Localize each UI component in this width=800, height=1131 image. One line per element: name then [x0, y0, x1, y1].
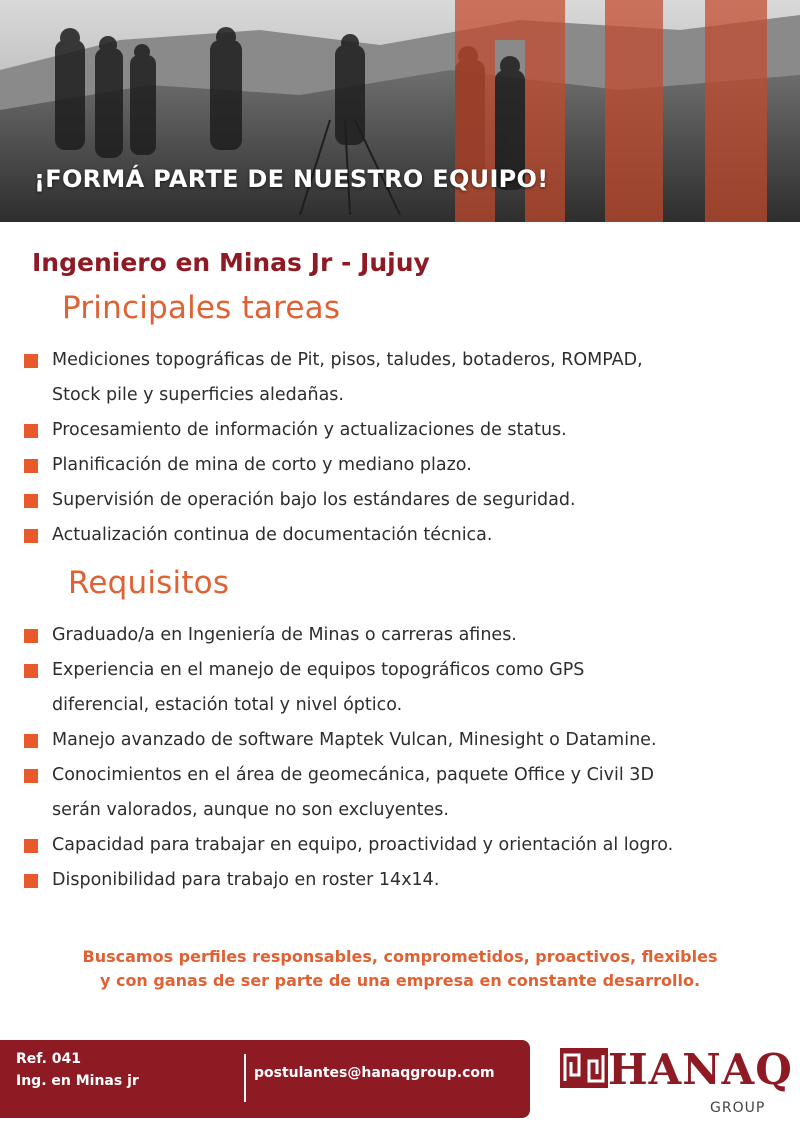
- requirements-item-text: Conocimientos en el área de geomecánica, paquete Office y Civil 3D: [52, 765, 654, 785]
- position-short: Ing. en Minas jr: [16, 1073, 139, 1089]
- reference-block: [16, 1048, 139, 1092]
- tasks-item: [24, 343, 784, 413]
- tasks-item-text: Actualización continua de documentación técnica.: [52, 525, 493, 545]
- requirements-item-text: serán valorados, aunque no son excluyentes.: [52, 800, 449, 820]
- requirements-item: [24, 618, 784, 653]
- tasks-list: [24, 343, 784, 553]
- tasks-item-text: Planificación de mina de corto y mediano plazo.: [52, 455, 472, 475]
- job-title: Ingeniero en Minas Jr - Jujuy: [32, 248, 430, 277]
- hanaq-logo-icon: [560, 1048, 608, 1088]
- contact-email-link[interactable]: postulantes@hanaqgroup.com: [254, 1065, 495, 1081]
- requirements-item-text: Disponibilidad para trabajo en roster 14x14.: [52, 870, 440, 890]
- square-bullet-icon: [24, 529, 38, 543]
- requirements-item-text: diferencial, estación total y nivel óptico.: [52, 695, 403, 715]
- requirements-heading: Requisitos: [68, 565, 230, 601]
- hero-banner: [0, 0, 800, 222]
- requirements-item: [24, 828, 784, 863]
- logo-wordmark: HANAQ: [608, 1045, 793, 1094]
- requirements-list: [24, 618, 784, 898]
- requirements-item: [24, 723, 784, 758]
- square-bullet-icon: [24, 769, 38, 783]
- square-bullet-icon: [24, 664, 38, 678]
- footer-divider: [244, 1054, 246, 1102]
- closing-line-1: Buscamos perfiles responsables, comprometidos, proactivos, flexibles: [82, 947, 718, 966]
- requirements-item: [24, 653, 784, 723]
- requirements-item-text: Manejo avanzado de software Maptek Vulcan, Minesight o Datamine.: [52, 730, 657, 750]
- hanaq-logo: [560, 1044, 793, 1120]
- square-bullet-icon: [24, 874, 38, 888]
- requirements-item-text: Graduado/a en Ingeniería de Minas o carreras afines.: [52, 625, 517, 645]
- square-bullet-icon: [24, 734, 38, 748]
- requirements-item: [24, 758, 784, 828]
- tasks-item-text: Procesamiento de información y actualizaciones de status.: [52, 420, 567, 440]
- tasks-heading: Principales tareas: [62, 290, 341, 326]
- tasks-item: [24, 518, 784, 553]
- closing-line-2: y con ganas de ser parte de una empresa en constante desarrollo.: [99, 971, 701, 990]
- requirements-item-text: Capacidad para trabajar en equipo, proactividad y orientación al logro.: [52, 835, 674, 855]
- closing-message: [20, 945, 780, 993]
- hero-headline: ¡FORMÁ PARTE DE NUESTRO EQUIPO!: [34, 165, 549, 193]
- tasks-item: [24, 413, 784, 448]
- square-bullet-icon: [24, 354, 38, 368]
- logo-subtitle: GROUP: [710, 1100, 766, 1116]
- requirements-item-text: Experiencia en el manejo de equipos topográficos como GPS: [52, 660, 585, 680]
- requirements-item: [24, 863, 784, 898]
- square-bullet-icon: [24, 629, 38, 643]
- square-bullet-icon: [24, 494, 38, 508]
- tasks-item-text: Mediciones topográficas de Pit, pisos, taludes, botaderos, ROMPAD,: [52, 350, 643, 370]
- square-bullet-icon: [24, 839, 38, 853]
- tasks-item: [24, 448, 784, 483]
- tasks-item-text: Supervisión de operación bajo los estándares de seguridad.: [52, 490, 576, 510]
- square-bullet-icon: [24, 459, 38, 473]
- square-bullet-icon: [24, 424, 38, 438]
- tasks-item-text: Stock pile y superficies aledañas.: [52, 385, 344, 405]
- tasks-item: [24, 483, 784, 518]
- reference-number: Ref. 041: [16, 1051, 82, 1067]
